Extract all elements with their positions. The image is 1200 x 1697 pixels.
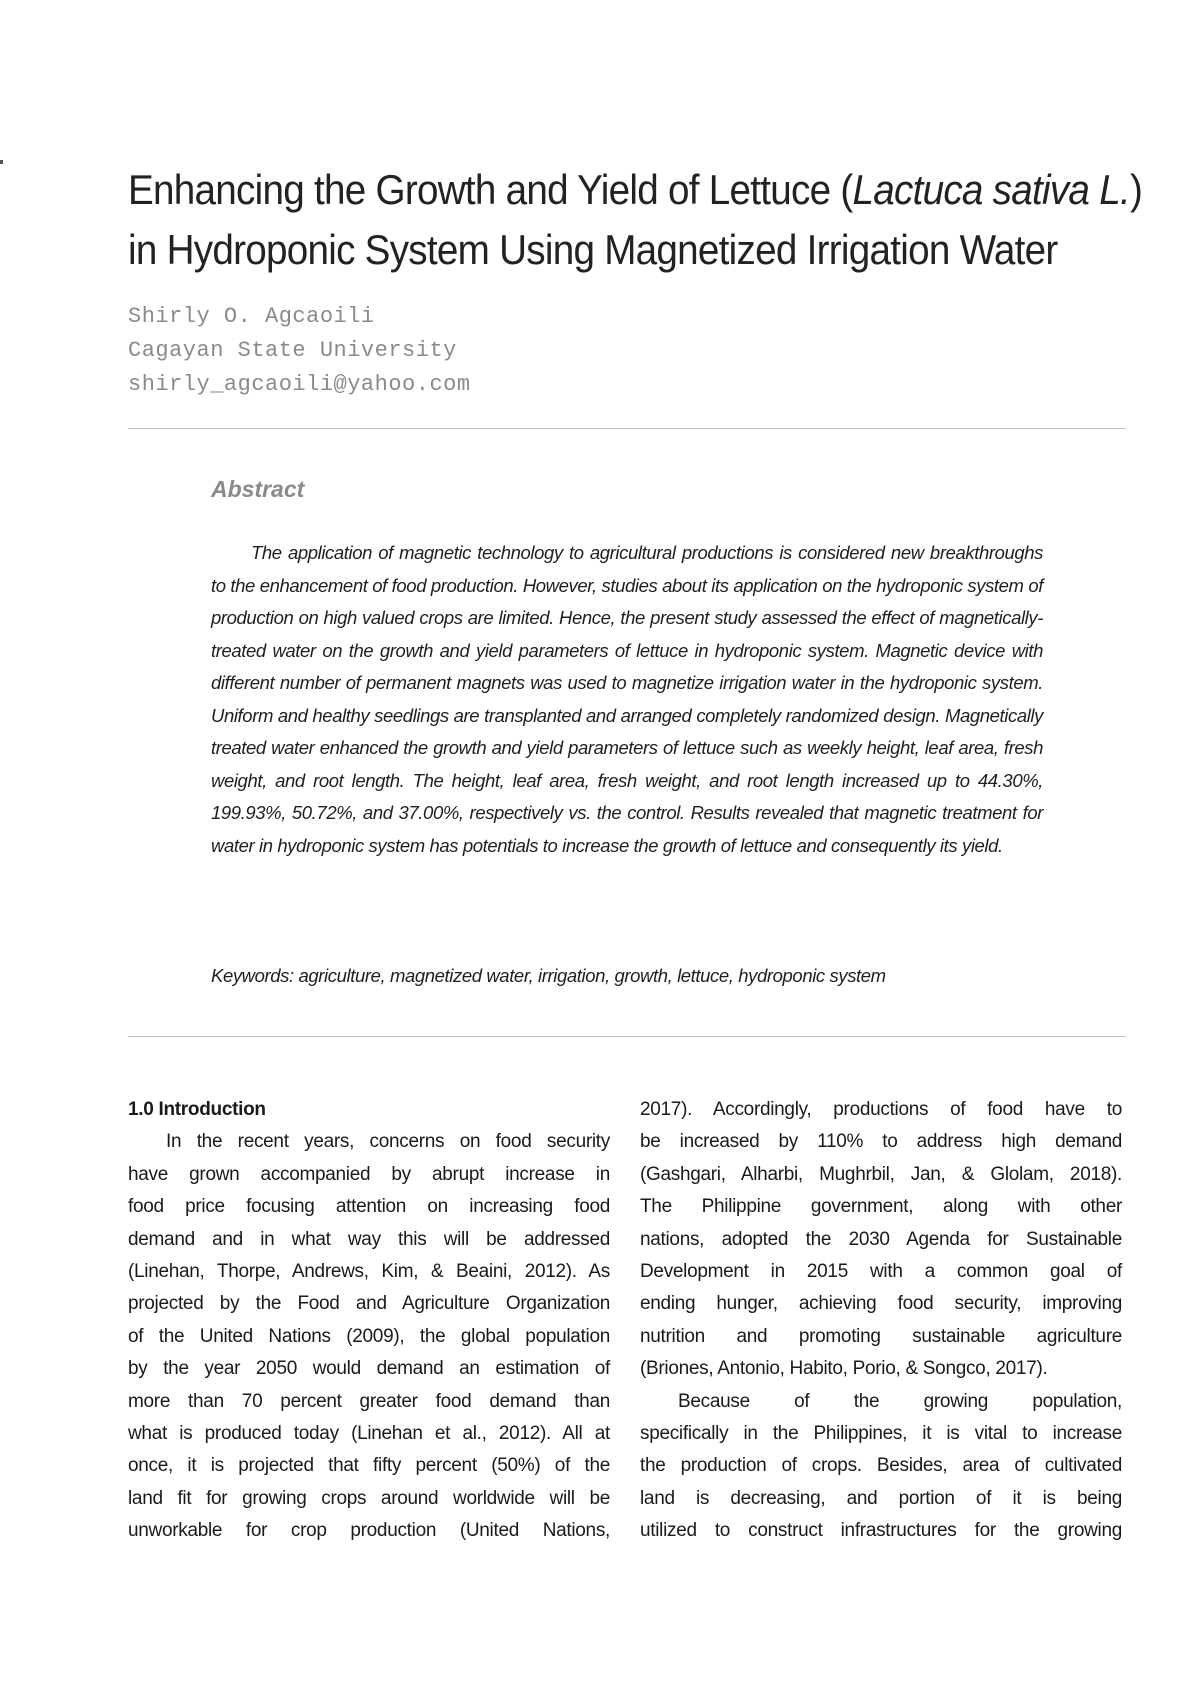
text-line: of the United Nations (2009), the global population <box>128 1325 610 1347</box>
text-line: ending hunger, achieving food security, improving <box>640 1293 1122 1315</box>
text-line: have grown accompanied by abrupt increase in <box>128 1163 610 1185</box>
intro-paragraph-1-continued <box>640 1094 1122 1386</box>
abstract-text: The application of magnetic technology to agricultural productions is considered new breakthroughs to the enhancement of food production. However, studies about its application on the hydroponic system of production on high valued crops are limited. Hence, the present study assessed the effect of magnetically-treated water on the growth and yield parameters of lettuce in hydroponic system. Magnetic device with different number of permanent magnets was used to magnetize irrigation water in the hydroponic system. Uniform and healthy seedlings are transplanted and arranged completely randomized design. Magnetically treated water enhanced the growth and yield parameters of lettuce such as weekly height, leaf area, fresh weight, and root length. The height, leaf area, fresh weight, and root length increased up to 44.30%, 199.93%, 50.72%, and 37.00%, respectively vs. the control. Results revealed that magnetic treatment for water in hydroponic system has potentials to increase the growth of lettuce and consequently its yield. <box>211 542 1043 856</box>
intro-paragraph-2 <box>640 1386 1122 1548</box>
text-line: Development in 2015 with a common goal of <box>640 1261 1122 1283</box>
text-line: once, it is projected that fifty percent (50%) of the <box>128 1455 610 1477</box>
text-line: by the year 2050 would demand an estimation of <box>128 1358 610 1380</box>
intro-paragraph-1 <box>128 1126 610 1547</box>
author-affiliation: Cagayan State University <box>128 338 457 363</box>
text-line: Because of the growing population, <box>678 1390 1122 1412</box>
title-line-1: Enhancing the Growth and Yield of Lettuce (Lactuca sativa L.) <box>128 166 1143 213</box>
text-line: food price focusing attention on increasing food <box>128 1196 610 1218</box>
paper-title <box>128 160 1143 280</box>
author-email: shirly_agcaoili@yahoo.com <box>128 372 471 397</box>
text-line: demand and in what way this will be addressed <box>128 1228 610 1250</box>
abstract-heading: Abstract <box>211 476 305 502</box>
text-line: what is produced today (Linehan et al., 2012). All at <box>128 1423 610 1445</box>
title-line-2: in Hydroponic System Using Magnetized Irrigation Water <box>128 226 1058 273</box>
text-line: more than 70 percent greater food demand than <box>128 1390 610 1412</box>
text-line: In the recent years, concerns on food security <box>166 1131 610 1153</box>
text-line: specifically in the Philippines, it is vital to increase <box>640 1423 1122 1445</box>
text-line: (Linehan, Thorpe, Andrews, Kim, & Beaini, 2012). As <box>128 1261 610 1283</box>
text-line: 2017). Accordingly, productions of food have to <box>640 1099 1122 1120</box>
keywords: Keywords: agriculture, magnetized water, irrigation, growth, lettuce, hydroponic system <box>211 965 886 986</box>
text-line: (Briones, Antonio, Habito, Porio, & Songco, 2017). <box>640 1358 1048 1380</box>
top-divider <box>128 428 1126 429</box>
text-line: the production of crops. Besides, area of cultivated <box>640 1455 1122 1477</box>
left-column <box>128 1094 610 1548</box>
bottom-divider <box>128 1036 1126 1037</box>
right-column <box>640 1094 1122 1548</box>
text-line: The Philippine government, along with other <box>640 1196 1122 1218</box>
text-line: land fit for growing crops around worldwide will be <box>128 1487 610 1509</box>
section-heading: 1.0 Introduction <box>128 1099 266 1120</box>
scientific-name: Lactuca sativa L. <box>852 166 1130 213</box>
author-name: Shirly O. Agcaoili <box>128 304 375 329</box>
text-line: unworkable for crop production (United Nations, <box>128 1520 610 1542</box>
page-edge-mark <box>0 160 3 164</box>
text-line: utilized to construct infrastructures for the growing <box>640 1520 1122 1542</box>
text-line: projected by the Food and Agriculture Organization <box>128 1293 610 1315</box>
text-line: (Gashgari, Alharbi, Mughrbil, Jan, & Glolam, 2018). <box>640 1163 1122 1185</box>
text-line: nations, adopted the 2030 Agenda for Sustainable <box>640 1228 1122 1250</box>
text-line: nutrition and promoting sustainable agriculture <box>640 1325 1122 1347</box>
text-line: be increased by 110% to address high demand <box>640 1131 1122 1153</box>
author-block <box>128 300 471 402</box>
text-line: land is decreasing, and portion of it is being <box>640 1487 1122 1509</box>
